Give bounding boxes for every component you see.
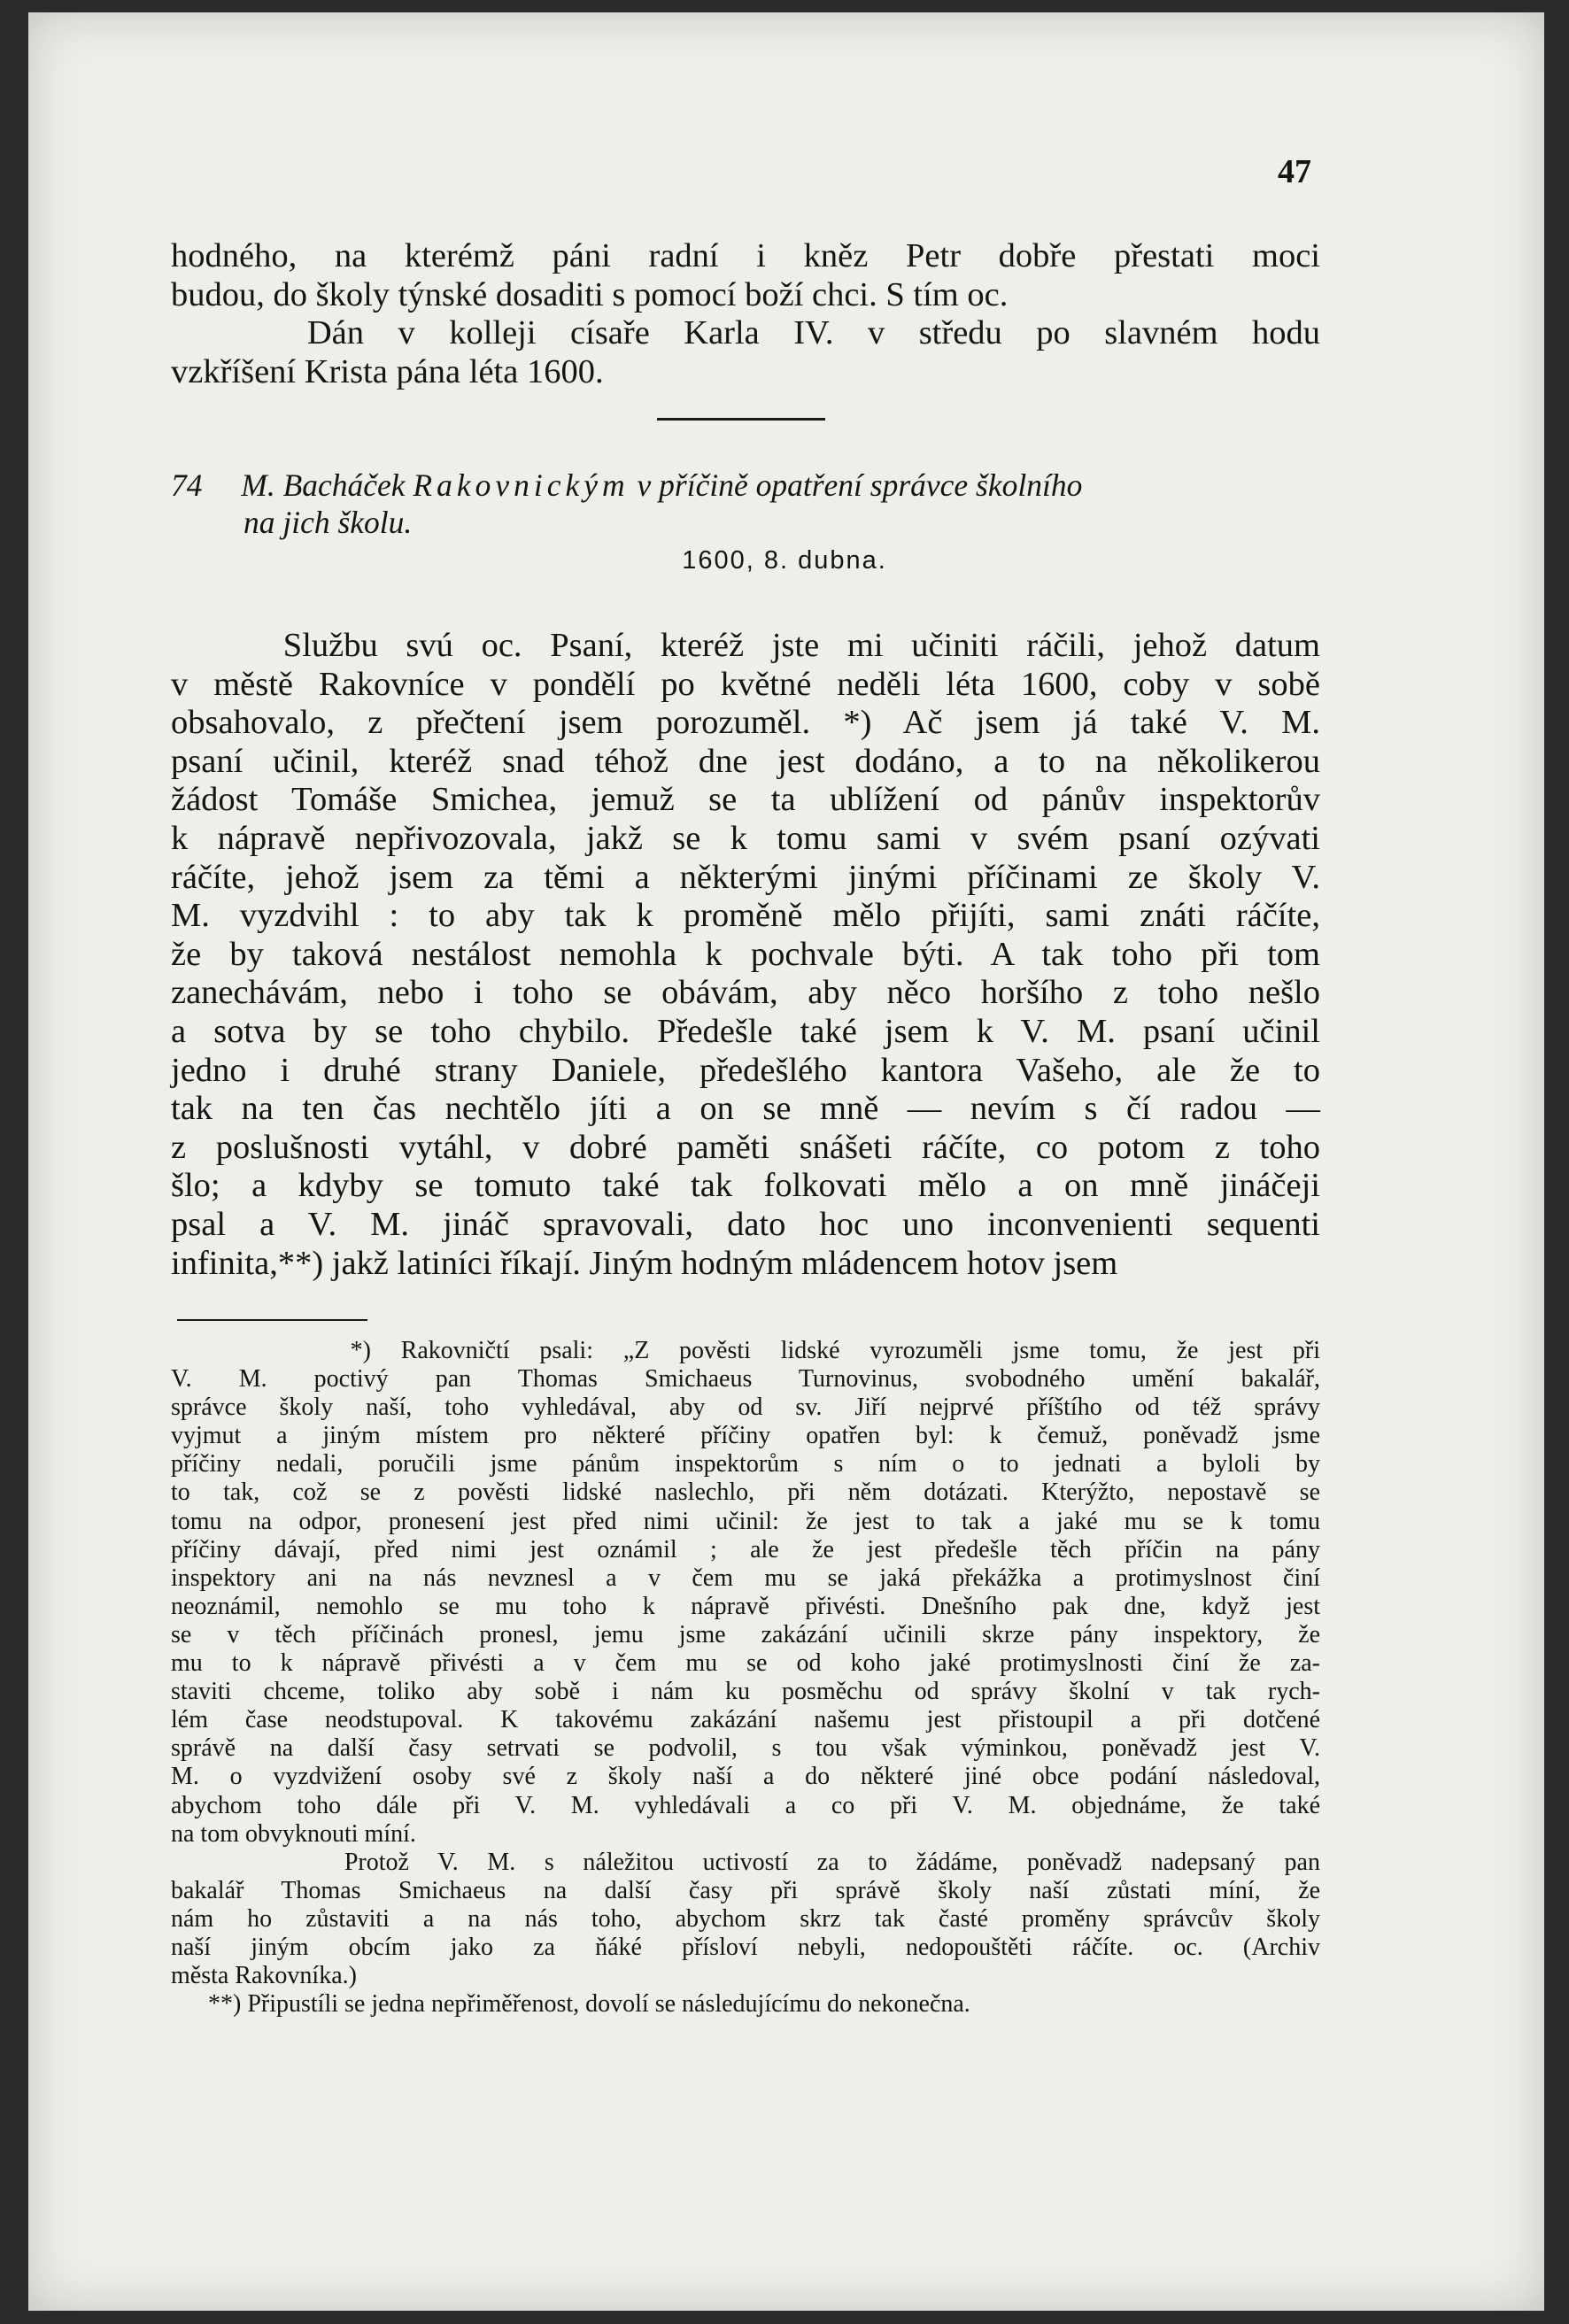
text-line: budou, do školy týnské dosaditi s pomocí boží chci. S tím oc. [171,275,1009,313]
text-line: správě na další časy setrvati se podvolil, s tou však výminkou, poněvadž jest V. [171,1734,1320,1763]
heading-line1-spaced: Rakovnickým [413,467,630,503]
text-line: města Rakovníka.) [171,1962,357,1990]
text-line: šlo; a kdyby se tomuto také tak folkovati mělo a on mně jináčeji [171,1167,1320,1205]
text-line: zanechávám, nebo i toho se obávám, aby něco horšího z toho nešlo [171,974,1320,1012]
text-line: bakalář Thomas Smichaeus na další časy při správě školy naší zůstati míní, že [171,1876,1320,1904]
footnotes [171,1337,1320,2019]
text-line: neoznámil, nemohlo se mu toho k nápravě přivésti. Dnešního pak dne, když jest [171,1592,1320,1620]
text-line: lém čase neodstupoval. K takovému zakázání našemu jest přistoupil a při dotčené [171,1706,1320,1734]
text-line: M. vyzdvihl : to aby tak k proměně mělo přijíti, sami znáti ráčíte, [171,897,1320,935]
text-line: Službu svú oc. Psaní, kteréž jste mi učiniti ráčili, jehož datum [171,627,1320,664]
text-line: vyjmut a jiným místem pro některé příčiny opatřen byl: k čemuž, poněvadž jsme [171,1422,1320,1450]
text-line: k nápravě nepřivozovala, jakž se k tomu sami v svém psaní ozývati [171,819,1320,857]
text-line: obsahovalo, z přečtení jsem porozuměl. *) Ač jsem já také V. M. [171,704,1320,742]
text-line: a sotva by se toho chybilo. Předešle také jsem k V. M. psaní učinil [171,1012,1320,1050]
heading-line2: na jich školu. [243,505,413,540]
text-line: psal a V. M. jináč spravovali, dato hoc uno inconvenienti sequenti [171,1205,1320,1243]
letter-date: 1600, 8. dubna. [682,546,887,575]
text-line: z poslušnosti vytáhl, v dobré paměti snášeti ráčíte, co potom z toho [171,1128,1320,1166]
text-line: naší jiným obcím jako za ňáké přísloví nebyli, nedopouštěti ráčíte. oc. (Archiv [171,1933,1320,1961]
text-line: příčiny nedali, poručili jsme pánům inspektorům s ním o to jednati a byloli by [171,1450,1320,1479]
section-separator [657,418,825,421]
page-number: 47 [1278,153,1311,190]
footnote-rule [177,1319,367,1321]
heading-line1-a: M. Bacháček [241,467,414,503]
opening-paragraph [171,237,1320,391]
text-line: Dán v kolleji císaře Karla IV. v středu po slavném hodu [171,314,1320,352]
text-line: infinita,**) jakž latiníci říkají. Jiným hodným mládencem hotov jsem [171,1244,1118,1282]
heading-number: 74 [171,467,203,503]
text-line: že by taková nestálost nemohla k pochvale býti. A tak toho při tom [171,935,1320,973]
text-line: v městě Rakovníce v pondělí po květné neděli léta 1600, coby v sobě [171,665,1320,703]
text-line: správce školy naší, toho vyhledával, aby od sv. Jiří nejprvé příštího od též správy [171,1394,1320,1422]
text-line: staviti chceme, toliko aby sobě i nám ku posměchu od správy školní v tak rych- [171,1678,1320,1706]
text-line: hodného, na kterémž páni radní i kněz Petr dobře přestati moci [171,237,1320,274]
text-line: M. o vyzdvižení osoby své z školy naší a do některé jiné obce podání následoval, [171,1763,1320,1791]
text-line: inspektory ani na nás nevznesl a v čem mu se jaká překážka a protimyslnost činí [171,1563,1320,1592]
text-line: Protož V. M. s náležitou uctivostí za to žádáme, poněvadž nadepsaný pan [171,1848,1320,1876]
text-line: tak na ten čas nechtělo jíti a on se mně — nevím s čí radou — [171,1090,1320,1128]
text-line: abychom toho dále při V. M. vyhledávali a co při V. M. objednáme, že také [171,1791,1320,1819]
text-line: vzkříšení Krista pána léta 1600. [171,352,604,390]
text-line: nám ho zůstaviti a na nás toho, abychom skrz tak časté proměny správcův školy [171,1904,1320,1933]
text-line: V. M. poctivý pan Thomas Smichaeus Turnovinus, svobodného umění bakalář, [171,1365,1320,1394]
heading-line1-b: v příčině opatření správce školního [629,467,1083,503]
letter-body [171,627,1320,1283]
text-line: příčiny dávají, před nimi jest oznámil ; ale že jest předešle těch příčin na pány [171,1535,1320,1563]
document-heading [171,467,1320,541]
text-line: to tak, což se z pověsti lidské naslechlo, při něm dotázati. Kterýžto, nepostavě se [171,1479,1320,1507]
text-line: *) Rakovničtí psali: „Z pověsti lidské vyrozuměli jsme tomu, že jest při [171,1337,1320,1364]
text-line: na tom obvyknouti míní. [171,1819,416,1848]
text-line: mu to k nápravě přivésti a v čem mu se od koho jaké protimyslnosti činí že za- [171,1649,1320,1678]
text-line: jedno i druhé strany Daniele, předešlého kantora Vašeho, ale že to [171,1051,1320,1089]
text-line: se v těch příčinách pronesl, jemu jsme zakázání učinili skrze pány inspektory, že [171,1620,1320,1648]
text-line: tomu na odpor, pronesení jest před nimi učinil: že jest to tak a jaké mu se k tomu [171,1507,1320,1535]
text-line: psaní učinil, kteréž snad téhož dne jest dodáno, a to na několikerou [171,742,1320,780]
text-line: žádost Tomáše Smichea, jemuž se ta ublížení od pánův inspektorův [171,781,1320,819]
text-line: ráčíte, jehož jsem za těmi a některými jinými příčinami ze školy V. [171,858,1320,896]
text-line: **) Připustíli se jedna nepřiměřenost, dovolí se následujícímu do nekonečna. [171,1990,970,2019]
